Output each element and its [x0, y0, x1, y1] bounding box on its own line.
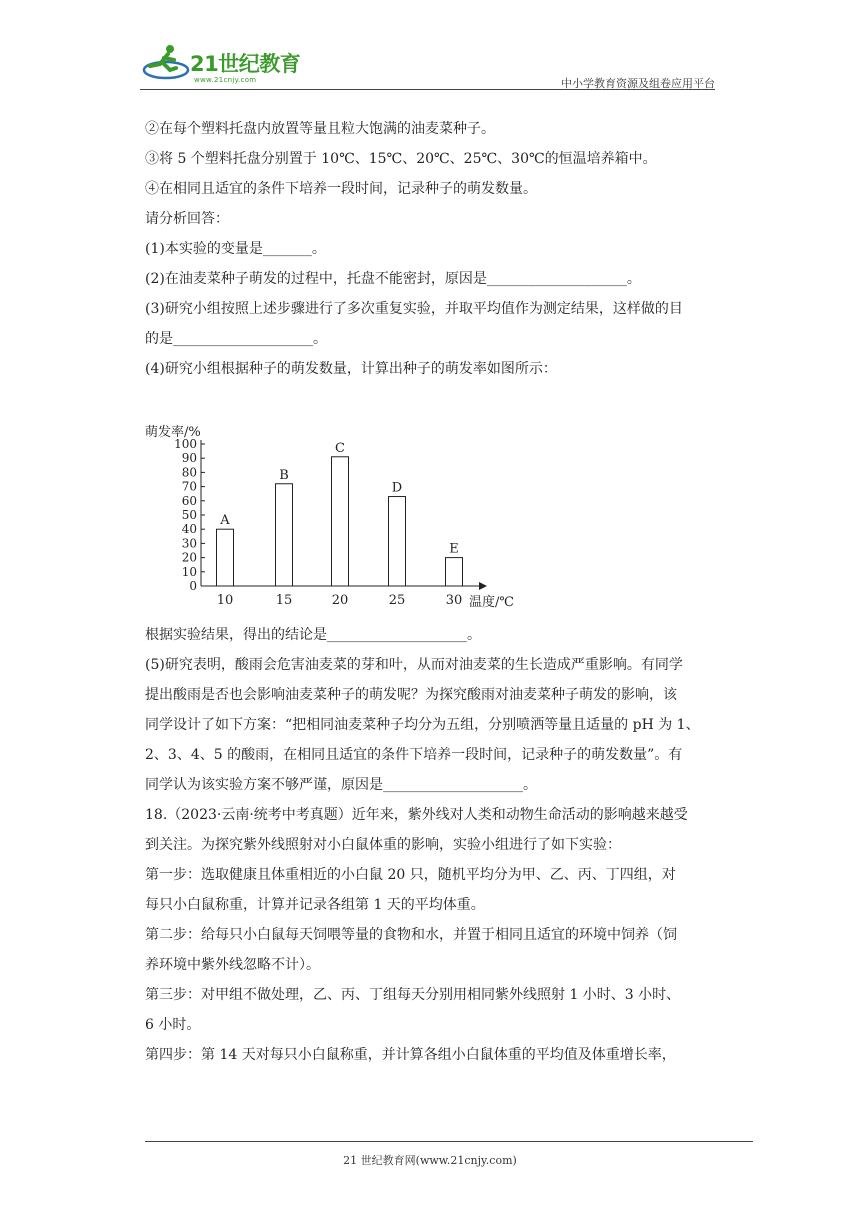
question-3-line-2: 的是____________________。: [145, 331, 327, 347]
y-tick-label: 60: [181, 493, 197, 508]
y-tick-label: 40: [181, 522, 197, 537]
x-tick-label: 10: [216, 593, 234, 608]
y-tick-label: 10: [181, 564, 197, 579]
prompt-line: 请分析回答：: [145, 211, 229, 227]
question-2: (2)在油麦菜种子萌发的过程中，托盘不能密封，原因是____________________。: [145, 271, 641, 287]
question-18-line-2: 到关注。为探究紫外线照射对小白鼠体重的影响，实验小组进行了如下实验：: [145, 837, 621, 853]
question-5-line-1: (5)研究表明，酸雨会危害油麦菜的芽和叶，从而对油麦菜的生长造成严重影响。有同学: [145, 657, 683, 673]
logo-url: www.21cnjy.com: [194, 76, 257, 84]
y-tick-label: 0: [189, 579, 197, 593]
question-5-line-4: 2、3、4、5 的酸雨，在相同且适宜的条件下培养一段时间，记录种子的萌发数量”。有: [145, 747, 683, 763]
question-5-line-2: 提出酸雨是否也会影响油麦菜种子的萌发呢？为探究酸雨对油麦菜种子萌发的影响，该: [145, 687, 677, 703]
runner-logo-icon: [140, 40, 190, 84]
step-3: ③将 5 个塑料托盘分别置于 10℃、15℃、20℃、25℃、30℃的恒温培养箱中。: [145, 151, 657, 167]
y-tick-label: 30: [181, 536, 197, 551]
step-two-line-1: 第二步：给每只小白鼠每天饲喂等量的食物和水，并置于相同且适宜的环境中饲养（饲: [145, 927, 677, 943]
germination-rate-chart: [141, 416, 541, 616]
page-footer: 21 世纪教育网(www.21cnjy.com): [343, 1154, 517, 1167]
x-tick-label: 20: [331, 593, 349, 608]
question-5-line-5: 同学认为该实验方案不够严谨，原因是____________________。: [145, 777, 537, 793]
step-one-line-1: 第一步：选取健康且体重相近的小白鼠 20 只，随机平均分为甲、乙、丙、丁四组，对: [145, 867, 676, 883]
question-content-top: [145, 114, 715, 384]
footer-divider: [145, 1141, 753, 1142]
y-tick-label: 90: [181, 451, 197, 466]
x-axis-arrow: [479, 582, 487, 590]
logo-text: 21世纪教育: [190, 52, 301, 76]
bar-letter-label: B: [279, 467, 289, 483]
bar-D: [389, 497, 406, 586]
question-18-line-1: 18.（2023·云南·统考中考真题）近年来，紫外线对人类和动物生命活动的影响越来越受: [145, 807, 688, 823]
y-tick-label: 80: [181, 465, 197, 480]
x-axis-label: 温度/℃: [469, 595, 514, 610]
step-two-line-2: 养环境中紫外线忽略不计）。: [145, 957, 320, 973]
platform-name: 中小学教育资源及组卷应用平台: [561, 77, 715, 90]
step-2: ②在每个塑料托盘内放置等量且粒大饱满的油麦菜种子。: [145, 121, 495, 137]
bar-A: [217, 529, 234, 586]
bar-C: [332, 457, 349, 586]
question-4: (4)研究小组根据种子的萌发数量，计算出种子的萌发率如图所示：: [145, 361, 557, 377]
conclusion-line: 根据实验结果，得出的结论是____________________。: [145, 627, 481, 643]
bar-E: [446, 558, 463, 586]
y-tick-label: 50: [181, 508, 197, 522]
y-tick-label: 100: [174, 437, 197, 451]
bar-letter-label: A: [220, 513, 230, 529]
question-content-bottom: [145, 620, 715, 1070]
bar-letter-label: C: [335, 440, 345, 456]
bar-B: [276, 484, 293, 586]
question-1: (1)本实验的变量是_______。: [145, 241, 326, 257]
question-5-line-3: 同学设计了如下方案：“把相同油麦菜种子均分为五组，分别喷洒等量且适量的 pH 为 1、: [145, 717, 700, 733]
step-three-line-1: 第三步：对甲组不做处理，乙、丙、丁组每天分别用相同紫外线照射 1 小时、3 小时、: [145, 987, 681, 1003]
step-three-line-2: 6 小时。: [145, 1017, 201, 1033]
header-divider: [140, 89, 715, 90]
y-tick-label: 20: [181, 550, 197, 565]
bar-letter-label: E: [449, 541, 459, 557]
x-tick-label: 30: [445, 593, 463, 608]
page-header: [140, 40, 715, 90]
y-tick-label: 70: [181, 479, 197, 494]
site-logo[interactable]: [140, 40, 320, 90]
step-four-line-1: 第四步：第 14 天对每只小白鼠称重，并计算各组小白鼠体重的平均值及体重增长率，: [145, 1047, 676, 1063]
x-tick-label: 15: [275, 593, 293, 608]
question-3-line-1: (3)研究小组按照上述步骤进行了多次重复实验，并取平均值作为测定结果，这样做的目: [145, 301, 683, 317]
y-axis-label: 萌发率/%: [145, 425, 201, 440]
bar-letter-label: D: [391, 480, 403, 496]
step-4: ④在相同且适宜的条件下培养一段时间，记录种子的萌发数量。: [145, 181, 537, 197]
step-one-line-2: 每只小白鼠称重，计算并记录各组第 1 天的平均体重。: [145, 897, 485, 913]
bar-chart-svg: [141, 416, 541, 616]
x-tick-label: 25: [388, 593, 406, 608]
